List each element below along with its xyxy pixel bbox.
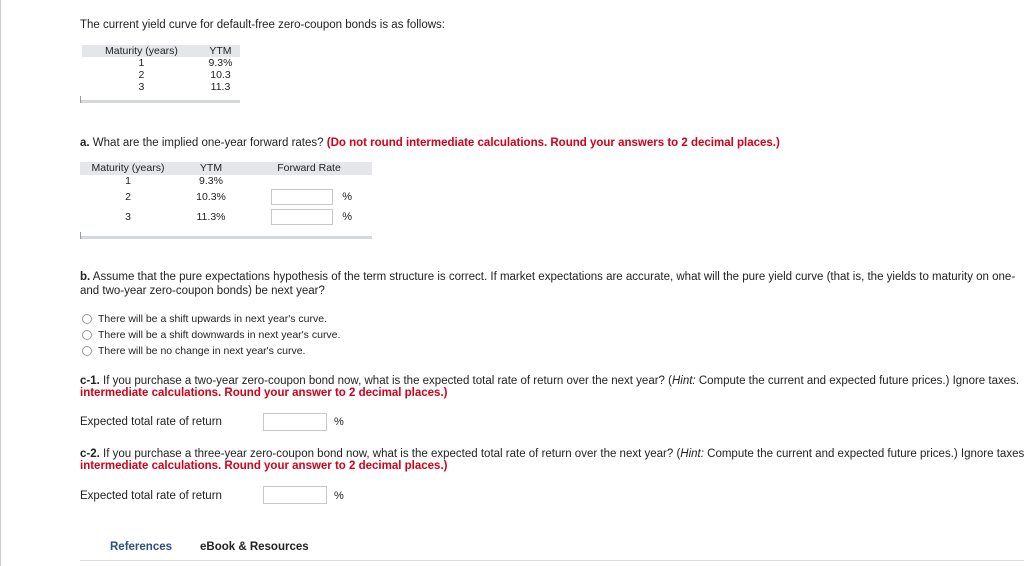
question-a bbox=[80, 137, 780, 149]
ytm-cell: 11.3% bbox=[196, 211, 226, 223]
table-row bbox=[82, 57, 240, 69]
option-shift-up[interactable] bbox=[82, 313, 327, 325]
references-tab[interactable]: References bbox=[110, 541, 173, 553]
answer-label-c2: Expected total rate of return bbox=[80, 490, 222, 502]
question-a-instruction: (Do not round intermediate calculations. Round your answers to 2 decimal places.) bbox=[326, 137, 780, 149]
question-c2-text: If you purchase a three-year zero-coupon bond now, what is the expected total rate of return over the next year? ( bbox=[103, 448, 681, 460]
table-row bbox=[80, 207, 372, 227]
question-c1-text: If you purchase a two-year zero-coupon bond now, what is the expected total rate of return over the next year? ( bbox=[103, 375, 672, 387]
option-label: There will be a shift downwards in next year's curve. bbox=[98, 329, 341, 341]
question-c2-instruction: intermediate calculations. Round your answer to 2 decimal places.) bbox=[80, 460, 448, 472]
percent-unit: % bbox=[334, 490, 344, 502]
answer-label-c1: Expected total rate of return bbox=[80, 416, 222, 428]
ytm-cell: 10.3 bbox=[210, 69, 231, 81]
table-divider-tick bbox=[80, 232, 81, 239]
hint-text: Compute the current and expected future prices.) Ignore taxes bbox=[703, 448, 1024, 460]
hint-label: Hint: bbox=[671, 375, 696, 387]
question-b-text: Assume that the pure expectations hypothesis of the term structure is correct. If market expectations are accurate, what will the pure yield curve (that is, the yields to maturity on one- and two-year zero-coupon bonds) be next year? bbox=[80, 271, 1016, 297]
table-header-row bbox=[82, 45, 240, 57]
hint-label: Hint: bbox=[680, 448, 704, 460]
forward-rate-input-3[interactable] bbox=[271, 209, 333, 225]
question-c1-instruction: intermediate calculations. Round your answer to 2 decimal places.) bbox=[80, 387, 448, 399]
question-c2 bbox=[80, 447, 1024, 461]
table-row bbox=[82, 69, 240, 81]
ytm-cell: 9.3% bbox=[208, 57, 233, 69]
table-header-row bbox=[80, 162, 372, 175]
table-row bbox=[80, 187, 372, 207]
maturity-cell: 1 bbox=[125, 175, 131, 187]
question-a-text: What are the implied one-year forward rates? bbox=[92, 137, 324, 149]
option-shift-down[interactable] bbox=[82, 329, 340, 341]
question-b bbox=[80, 270, 1024, 298]
radio-button[interactable] bbox=[82, 314, 92, 324]
percent-unit: % bbox=[342, 210, 352, 223]
percent-unit: % bbox=[342, 190, 352, 203]
maturity-cell: 3 bbox=[125, 211, 131, 223]
header-ytm: YTM bbox=[176, 162, 246, 175]
maturity-cell: 3 bbox=[138, 81, 145, 93]
ytm-cell: 11.3 bbox=[210, 81, 231, 93]
table-divider bbox=[80, 236, 372, 239]
yield-curve-table bbox=[82, 45, 240, 93]
maturity-cell: 2 bbox=[138, 69, 145, 81]
expected-return-input-c2[interactable] bbox=[263, 486, 327, 504]
header-ytm: YTM bbox=[201, 45, 240, 57]
radio-button[interactable] bbox=[82, 346, 92, 356]
option-label: There will be a shift upwards in next year's curve. bbox=[98, 313, 328, 325]
question-b-label: b. bbox=[80, 271, 91, 283]
header-forward-rate: Forward Rate bbox=[246, 162, 372, 175]
maturity-cell: 1 bbox=[138, 57, 145, 69]
forward-rate-cell bbox=[246, 175, 372, 187]
ytm-cell: 9.3% bbox=[199, 175, 223, 187]
option-no-change[interactable] bbox=[82, 345, 305, 357]
ytm-cell: 10.3% bbox=[196, 191, 226, 203]
question-a-label: a. bbox=[80, 137, 90, 149]
maturity-cell: 2 bbox=[125, 191, 131, 203]
question-c1 bbox=[80, 374, 1024, 388]
ebook-resources-tab[interactable]: eBook & Resources bbox=[200, 541, 309, 553]
hint-text: Compute the current and expected future prices.) Ignore taxes. bbox=[695, 375, 1020, 387]
radio-button[interactable] bbox=[82, 330, 92, 340]
forward-rate-cell bbox=[246, 187, 372, 207]
table-row bbox=[82, 81, 240, 93]
expected-return-input-c1[interactable] bbox=[263, 413, 327, 431]
question-c2-label: c-2. bbox=[80, 448, 100, 460]
table-row bbox=[80, 175, 372, 187]
footer-divider bbox=[80, 560, 1024, 561]
forward-rate-table bbox=[80, 162, 372, 227]
left-border bbox=[0, 0, 1, 566]
forward-rate-input-2[interactable] bbox=[271, 189, 333, 205]
question-c1-label: c-1. bbox=[80, 375, 100, 387]
intro-text: The current yield curve for default-free zero-coupon bonds is as follows: bbox=[80, 19, 445, 31]
header-maturity: Maturity (years) bbox=[82, 45, 201, 57]
table-divider-tick bbox=[80, 96, 81, 103]
table-divider bbox=[80, 100, 240, 103]
forward-rate-cell bbox=[246, 207, 372, 227]
percent-unit: % bbox=[334, 416, 344, 428]
option-label: There will be no change in next year's curve. bbox=[98, 345, 306, 357]
header-maturity: Maturity (years) bbox=[80, 162, 176, 175]
